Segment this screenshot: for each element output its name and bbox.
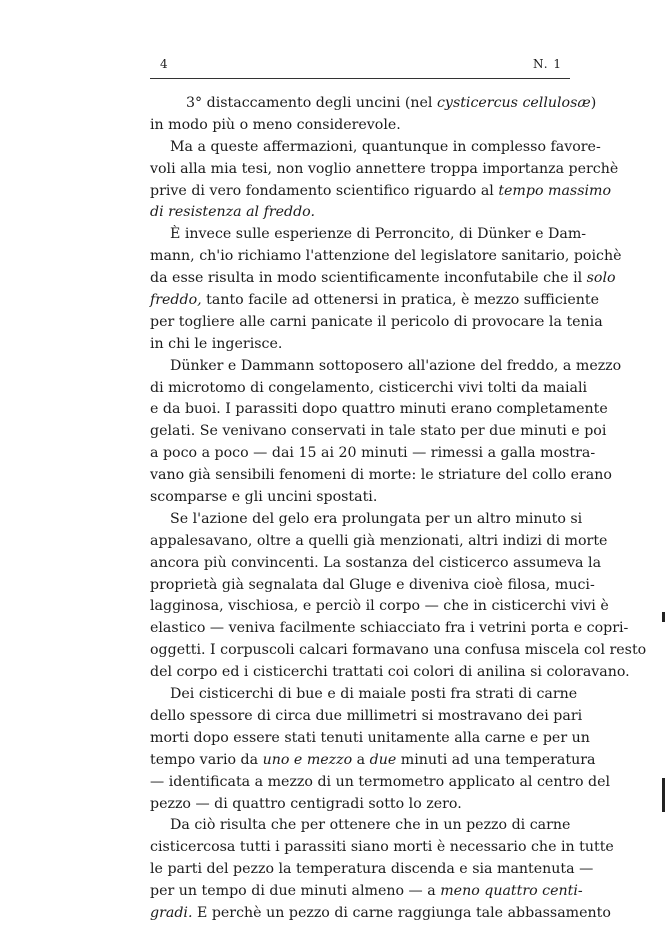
text-line xyxy=(150,662,630,684)
issue-number: N. 1 xyxy=(533,57,562,71)
italic-text: tempo massimo xyxy=(498,182,612,199)
text-line xyxy=(150,772,611,794)
text-segment: per togliere alle carni panicate il pericolo di provocare la tenia xyxy=(150,313,603,330)
text-line xyxy=(150,421,607,443)
text-line xyxy=(150,159,619,181)
text-segment: tanto facile ad ottenersi in pratica, è mezzo sufficiente xyxy=(201,292,599,309)
text-line xyxy=(150,181,612,203)
text-line xyxy=(150,115,570,137)
text-line xyxy=(150,837,614,859)
text-segment: 3° distaccamento degli uncini (nel xyxy=(186,95,437,111)
header-rule xyxy=(150,78,570,79)
scan-edge-mark xyxy=(662,612,665,622)
text-line xyxy=(150,224,587,246)
text-segment: cisticercosa tutti i parassiti siano morti è necessario che in tutte xyxy=(150,839,614,856)
text-segment: per un tempo di due minuti almeno — a xyxy=(150,883,441,900)
running-header xyxy=(150,57,570,77)
text-segment: ancora più convincenti. La sostanza del cisticerco assumeva la xyxy=(150,554,602,571)
text-line xyxy=(150,531,608,553)
text-line xyxy=(150,794,570,816)
text-segment: in modo più o meno considerevole. xyxy=(150,116,401,133)
text-segment: e da buoi. I parassiti dopo quattro minuti erano completamente xyxy=(150,401,608,418)
text-segment: dello spessore di circa due millimetri si mostravano dei pari xyxy=(150,707,583,724)
text-segment: tempo vario da xyxy=(150,751,263,768)
italic-text: freddo, xyxy=(150,292,202,309)
text-line xyxy=(150,356,622,378)
text-line xyxy=(150,618,629,640)
text-segment: elastico — veniva facilmente schiacciato fra i vetrini porta e copri- xyxy=(150,620,629,637)
text-line xyxy=(150,268,616,290)
scan-edge-mark xyxy=(662,778,665,812)
text-segment: Se l'azione del gelo era prolungata per un altro minuto si xyxy=(170,510,583,527)
text-line xyxy=(150,750,596,772)
text-line xyxy=(150,903,611,925)
text-segment: gelati. Se venivano conservati in tale stato per due minuti e poi xyxy=(150,423,607,440)
text-segment: oggetti. I corpuscoli calcari formavano una confusa miscela col resto xyxy=(150,642,647,659)
text-segment: Dünker e Dammann sottoposero all'azione del freddo, a mezzo xyxy=(170,357,622,374)
text-line xyxy=(150,684,578,706)
text-line xyxy=(150,378,588,400)
text-segment: Dei cisticerchi di bue e di maiale posti fra strati di carne xyxy=(170,686,578,703)
text-line xyxy=(150,553,602,575)
text-line xyxy=(150,487,570,509)
text-segment: di microtomo di congelamento, cisticerchi vivi tolti da maiali xyxy=(150,379,588,396)
text-segment: mann, ch'io richiamo l'attenzione del legislatore sanitario, poichè xyxy=(150,248,622,265)
text-line xyxy=(150,93,597,115)
text-segment: scomparse e gli uncini spostati. xyxy=(150,489,378,506)
text-segment: del corpo ed i cisticerchi trattati coi colori di anilina si coloravano. xyxy=(150,664,630,681)
text-segment: — identificata a mezzo di un termometro applicato al centro del xyxy=(150,773,611,790)
text-line xyxy=(150,334,570,356)
text-line xyxy=(150,596,609,618)
text-segment: appalesavano, oltre a quelli già menzionati, altri indizi di morte xyxy=(150,532,608,549)
text-segment: pezzo — di quattro centigradi sotto lo zero. xyxy=(150,795,462,812)
text-line xyxy=(150,640,647,662)
text-segment: Ma a queste affermazioni, quantunque in complesso favore- xyxy=(170,138,601,155)
text-line xyxy=(150,706,583,728)
italic-text: di resistenza al freddo. xyxy=(150,204,315,221)
italic-text: cysticercus cellulosæ xyxy=(436,95,591,111)
text-line xyxy=(150,509,583,531)
italic-text: uno e mezzo xyxy=(262,751,353,768)
text-segment: morti dopo essere stati tenuti unitamente alla carne e per un xyxy=(150,729,590,746)
text-segment: proprietà già segnalata dal Gluge e diveniva cioè filosa, muci- xyxy=(150,576,595,593)
text-line xyxy=(150,399,608,421)
text-line xyxy=(150,246,622,268)
italic-text: meno quattro centi- xyxy=(440,883,583,900)
text-segment: voli alla mia tesi, non voglio annettere troppa importanza perchè xyxy=(150,160,619,177)
text-segment: prive di vero fondamento scientifico riguardo al xyxy=(150,182,499,199)
text-segment: ) xyxy=(590,95,597,111)
text-line xyxy=(150,290,599,312)
text-line xyxy=(150,312,603,334)
text-line xyxy=(150,137,601,159)
text-line xyxy=(150,575,595,597)
text-segment: le parti del pezzo la temperatura discenda e sia mantenuta — xyxy=(150,861,594,878)
text-segment: a poco a poco — dai 15 ai 20 minuti — rimessi a galla mostra- xyxy=(150,445,596,462)
text-line xyxy=(150,443,596,465)
text-segment: a xyxy=(352,751,370,768)
text-line xyxy=(150,202,570,224)
text-line xyxy=(150,815,570,837)
text-segment: Da ciò risulta che per ottenere che in un pezzo di carne xyxy=(170,817,571,834)
text-segment: E perchè un pezzo di carne raggiunga tale abbassamento xyxy=(192,904,611,921)
text-line xyxy=(150,859,594,881)
text-segment: in chi le ingerisce. xyxy=(150,335,283,352)
text-segment: da esse risulta in modo scientificamente inconfutabile che il xyxy=(150,270,587,287)
page-number: 4 xyxy=(160,57,168,71)
text-segment: vano già sensibili fenomeni di morte: le striature del collo erano xyxy=(150,467,612,484)
italic-text: solo xyxy=(586,270,616,287)
text-segment: lagginosa, vischiosa, e perciò il corpo — che in cisticerchi vivi è xyxy=(150,598,609,615)
text-segment: È invece sulle esperienze di Perroncito, di Dünker e Dam- xyxy=(170,226,587,243)
body-text xyxy=(150,93,647,925)
text-line xyxy=(150,465,612,487)
italic-text: due xyxy=(369,751,397,768)
text-segment: minuti ad una temperatura xyxy=(396,751,596,768)
text-line xyxy=(150,728,590,750)
italic-text: gradi. xyxy=(150,904,193,921)
